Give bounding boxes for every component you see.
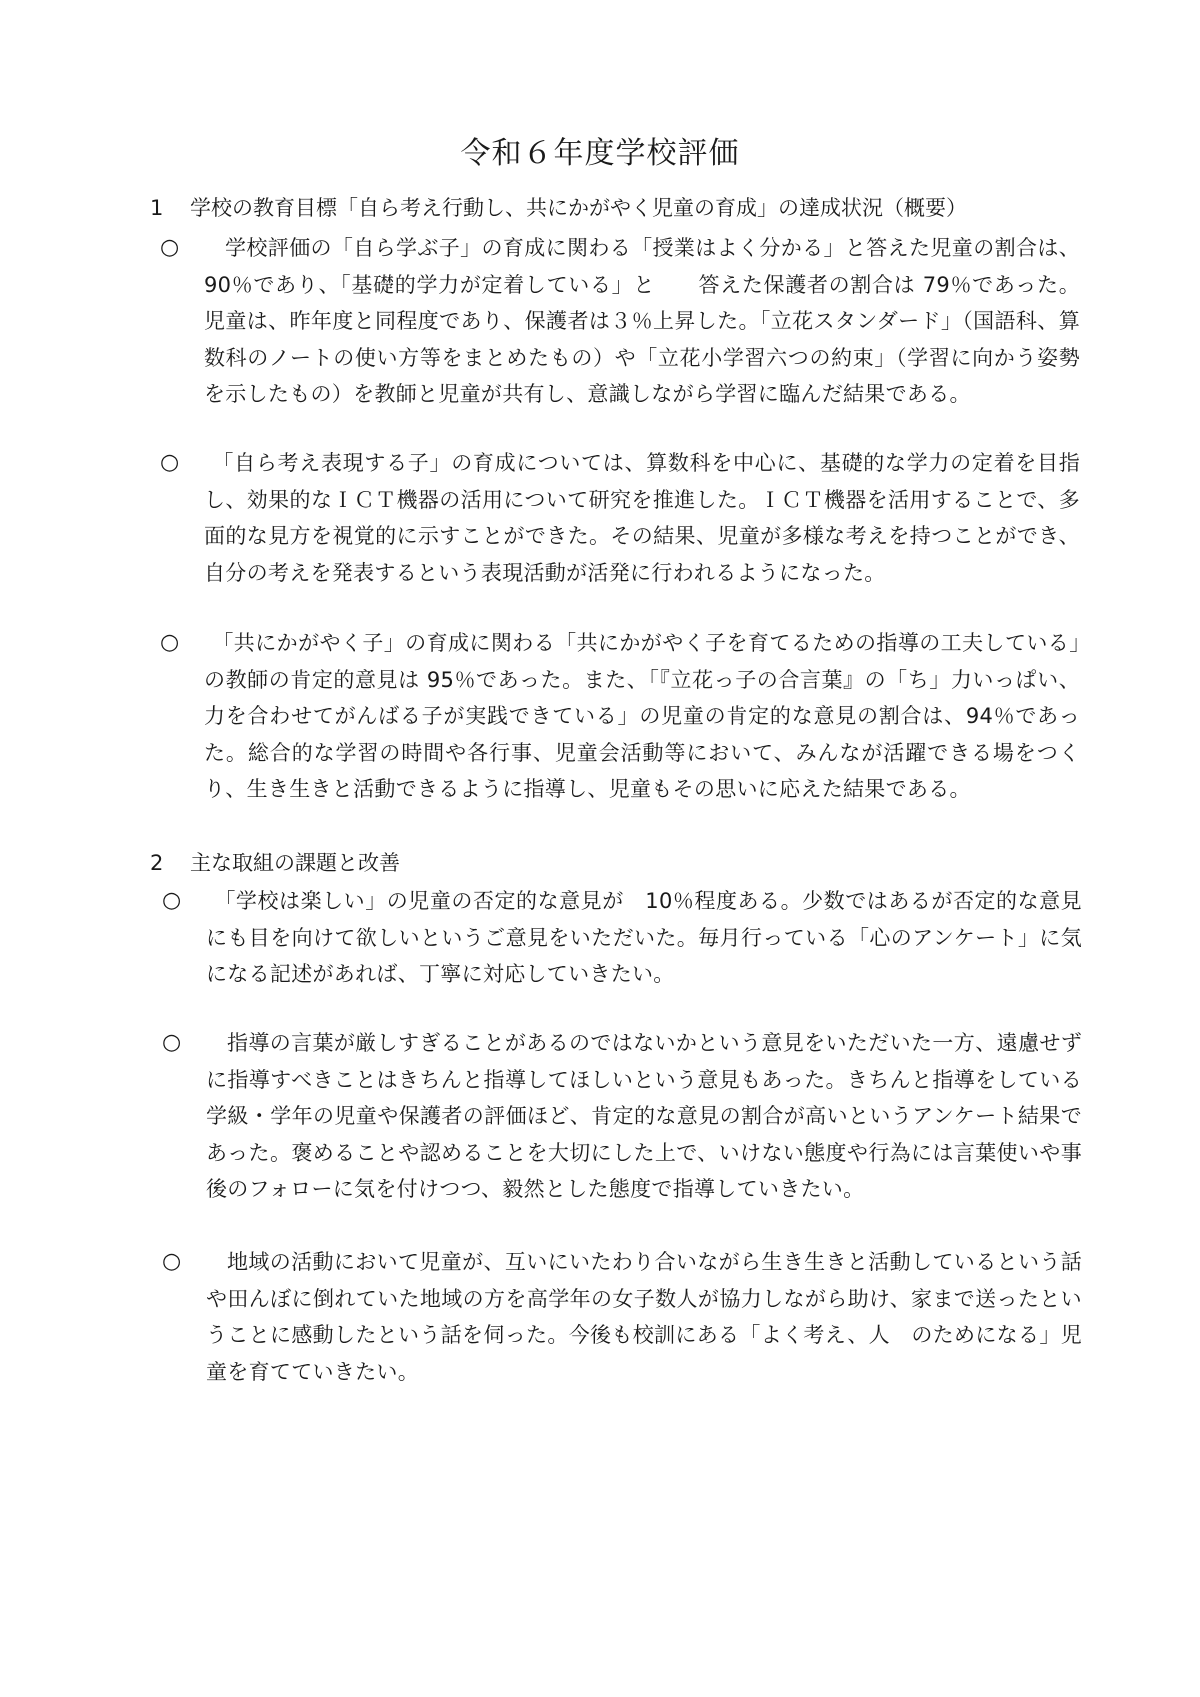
- section-1-item-2-text: 「自ら考え表現する子」の育成については、算数科を中心に、基礎的な学力の定着を目指し、効果的なＩＣＴ機器の活用について研究を推進した。ＩＣＴ機器を活用することで、多面的な見方を視覚的に示すことができた。その結果、児童が多様な考えを持つことができ、自分の考えを発表するという表現活動が活発に行われるようになった。: [204, 451, 1080, 585]
- section-2-item-3: [162, 1244, 1082, 1390]
- section-2-item-2-text: 指導の言葉が厳しすぎることがあるのではないかという意見をいただいた一方、遠慮せずに指導すべきことはきちんと指導してほしいという意見もあった。きちんと指導をしている学級・学年の児童や保護者の評価ほど、肯定的な意見の割合が高いというアンケート結果であった。褒めることや認めることを大切にした上で、いけない態度や行為には言葉使いや事後のフォローに気を付けつつ、毅然とした態度で指導していきたい。: [206, 1031, 1082, 1201]
- bullet-circle-icon: ○: [160, 630, 180, 655]
- bullet-circle-icon: ○: [162, 1249, 182, 1274]
- section-1-title: 学校の教育目標「自ら考え行動し、共にかがやく児童の育成」の達成状況（概要）: [190, 196, 967, 220]
- section-1-item-1-text: 学校評価の「自ら学ぶ子」の育成に関わる「授業はよく分かる」と答えた児童の割合は、90％であり、「基礎的学力が定着している」と 答えた保護者の割合は 79％であった。児童は、昨年度と同程度であり、保護者は３％上昇した。「立花スタンダード」（国語科、算数科のノートの使い方等をまとめたもの）や「立花小学習六つの約束」（学習に向かう姿勢を示したもの）を教師と児童が共有し、意識しながら学習に臨んだ結果である。: [204, 236, 1080, 406]
- bullet-circle-icon: ○: [162, 888, 182, 913]
- bullet-circle-icon: ○: [162, 1030, 182, 1055]
- section-1-item-2: [160, 445, 1080, 591]
- section-1-item-1: [160, 230, 1080, 413]
- section-2-item-3-text: 地域の活動において児童が、互いにいたわり合いながら生き生きと活動しているという話や田んぼに倒れていた地域の方を高学年の女子数人が協力しながら助け、家まで送ったということに感動したという話を伺った。今後も校訓にある「よく考え、人 のためになる」児童を育てていきたい。: [206, 1250, 1082, 1384]
- page-title: 令和６年度学校評価: [460, 136, 740, 171]
- section-2-item-1: [162, 883, 1082, 993]
- section-2-number: 2: [150, 851, 164, 875]
- section-2-item-1-text: 「学校は楽しい」の児童の否定的な意見が 10％程度ある。少数ではあるが否定的な意見にも目を向けて欲しいというご意見をいただいた。毎月行っている「心のアンケート」に気になる記述があれば、丁寧に対応していきたい。: [206, 889, 1082, 986]
- bullet-circle-icon: ○: [160, 235, 180, 260]
- section-2-heading: [150, 848, 400, 878]
- section-1-number: 1: [150, 196, 164, 220]
- bullet-circle-icon: ○: [160, 450, 180, 475]
- section-2-title: 主な取組の課題と改善: [190, 851, 400, 875]
- section-1-heading: [150, 193, 967, 223]
- section-1-item-3: [160, 625, 1080, 808]
- section-1-item-3-text: 「共にかがやく子」の育成に関わる「共にかがやく子を育てるための指導の工夫している」の教師の肯定的意見は 95％であった。また、「『立花っ子の合言葉』の「ち」力いっぱい、力を合わせてがんばる子が実践できている」の児童の肯定的な意見の割合は、94％であった。総合的な学習の時間や各行事、児童会活動等において、みんなが活躍できる場をつくり、生き生きと活動できるように指導し、児童もその思いに応えた結果である。: [204, 631, 1080, 801]
- section-2-item-2: [162, 1025, 1082, 1208]
